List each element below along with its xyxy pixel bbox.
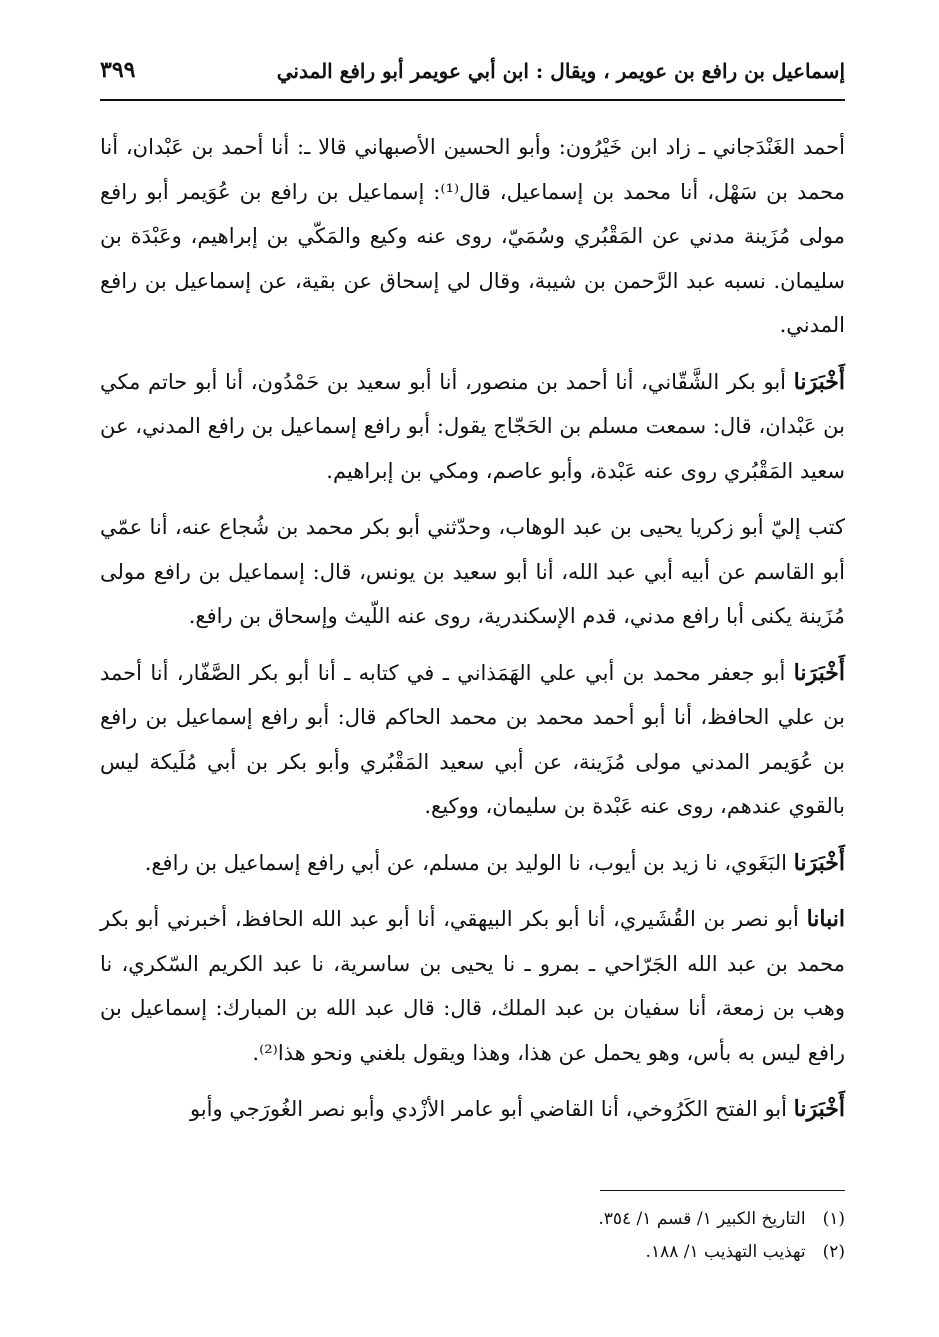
paragraph-text: أبو الفتح الكَرُوخي، أنا القاضي أبو عامر الأزْدي وأبو نصر الغُورَجي وأبو: [189, 1097, 794, 1121]
paragraph-text: أحمد الغَنْدَجاني ـ زاد ابن خَيْرُون: وأبو الحسين الأصبهاني قالا ـ: أنا أحمد بن عَبْدان، أنا محمد بن سَهْل، أنا محمد بن إسماعيل، قال⁽¹⁾: إسماعيل بن رافع بن عُوَيمر أبو رافع مولى مُزَينة مدني عن المَقْبُري وسُمَيّ، روى عنه وكيع والمَكّي بن إبراهيم، وعَبْدَة بن سليمان. نسبه عبد الرَّحمن بن شيبة، وقال لي إسحاق عن بقية، عن إسماعيل بن رافع المدني.: [100, 135, 845, 337]
paragraph-text: أبو بكر الشَّقّاني، أنا أحمد بن منصور، أنا أبو سعيد بن حَمْدُون، أنا أبو حاتم مكي بن عَبْدان، قال: سمعت مسلم بن الحَجّاج يقول: أبو رافع إسماعيل بن رافع المدني، عن سعيد المَقْبُري روى عنه عَبْدة، وأبو عاصم، ومكي بن إبراهيم.: [100, 369, 845, 483]
footnotes: [100, 1203, 845, 1269]
paragraph: [100, 505, 845, 639]
paragraph: [100, 360, 845, 494]
running-title: إسماعيل بن رافع بن عويمر ، ويقال : ابن أبي عويمر أبو رافع المدني: [276, 59, 845, 83]
paragraph-lead: أَخْبَرَنا: [793, 849, 845, 876]
paragraph: [100, 1087, 845, 1132]
paragraph: [100, 651, 845, 829]
header-rule: [100, 99, 845, 101]
footnote-text: التاريخ الكبير ١/ قسم ١/ ٣٥٤.: [598, 1209, 806, 1229]
paragraph-text: أبو جعفر محمد بن أبي علي الهَمَذاني ـ في كتابه ـ أنا أبو بكر الصَّفّار، أنا أحمد بن علي الحافظ، أنا أبو أحمد محمد بن محمد الحاكم قال: أبو رافع إسماعيل بن رافع بن عُوَيمر المدني مولى مُزَينة، عن أبي سعيد المَقْبُري وأبو بكر بن أبي مُلَيكة ليس بالقوي عندهم، روى عنه عَبْدة بن سليمان، ووكيع.: [100, 660, 845, 818]
paragraph: [100, 125, 845, 348]
footnote: [100, 1236, 845, 1269]
paragraph-lead: أَخْبَرَنا: [793, 368, 845, 395]
page-header: [100, 55, 845, 95]
body-text: [100, 125, 845, 1144]
footnote-text: تهذيب التهذيب ١/ ١٨٨.: [645, 1242, 806, 1262]
paragraph-lead: انبانا: [806, 906, 845, 932]
paragraph-lead: أَخْبَرَنا: [793, 659, 845, 686]
footnote-number: (٢): [822, 1242, 845, 1262]
footnote: [100, 1203, 845, 1236]
paragraph-text: أبو نصر بن القُشَيري، أنا أبو بكر البيهقي، أنا أبو عبد الله الحافظ، أخبرني أبو بكر محمد بن عبد الله الجَرّاحي ـ بمرو ـ نا يحيى بن ساسرية، نا عبد الكريم السّكري، نا وهب بن زمعة، أنا سفيان بن عبد الملك، قال: قال عبد الله بن المبارك: إسماعيل بن رافع ليس به بأس، وهو يحمل عن هذا، وهذا ويقول بلغني ونحو هذا⁽²⁾.: [100, 907, 845, 1065]
paragraph: [100, 897, 845, 1075]
paragraph: [100, 841, 845, 886]
book-page: [100, 55, 845, 1262]
paragraph-lead: أَخْبَرَنا: [793, 1096, 845, 1122]
paragraph-text: البَغَوي، نا زيد بن أيوب، نا الوليد بن مسلم، عن أبي رافع إسماعيل بن رافع.: [144, 850, 794, 875]
footnote-number: (١): [822, 1209, 845, 1229]
page-number: ٣٩٩: [100, 57, 136, 83]
footnote-rule: [600, 1190, 845, 1191]
paragraph-text: كتب إليّ أبو زكريا يحيى بن عبد الوهاب، وحدّثني أبو بكر محمد بن شُجاع عنه، أنا عمّي أبو القاسم عن أبيه أبي عبد الله، أنا أبو سعيد بن يونس، قال: إسماعيل بن رافع مولى مُزَينة يكنى أبا رافع مدني، قدم الإسكندرية، روى عنه اللّيث وإسحاق بن رافع.: [100, 515, 845, 628]
